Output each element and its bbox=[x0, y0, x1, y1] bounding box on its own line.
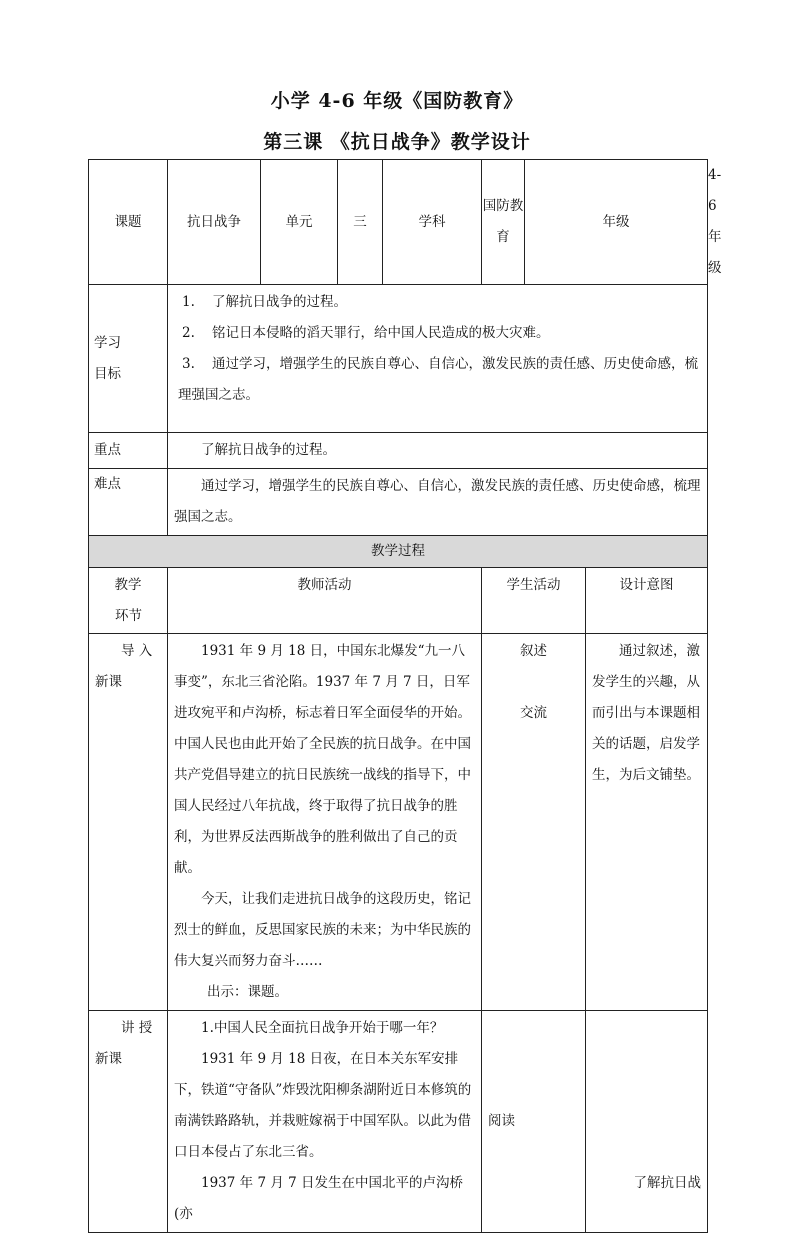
col-step-line2: 环节 bbox=[115, 608, 142, 624]
teacher-paragraph: 出示：课题。 bbox=[207, 984, 288, 1000]
step-line2: 新课 bbox=[95, 674, 122, 690]
topic-label: 课题 bbox=[89, 160, 168, 285]
student-activity-cell: 阅读 bbox=[482, 1011, 586, 1233]
process-row-intro bbox=[89, 634, 708, 1011]
subject-value: 国防教育 bbox=[482, 160, 525, 285]
document-title: 小学 4-6 年级《国防教育》 bbox=[270, 90, 524, 112]
header-row: 课题 抗日战争 单元 三 学科 国防教育 年级 4-6 年级 bbox=[89, 160, 708, 285]
step-line1: 讲 授 bbox=[121, 1020, 153, 1036]
process-row-teach bbox=[89, 1011, 708, 1233]
col-intent-header: 设计意图 bbox=[586, 568, 708, 634]
difficulty-text: 通过学习，增强学生的民族自尊心、自信心，激发民族的责任感、历史使命感，梳理强国之志。 bbox=[168, 469, 708, 536]
intent-cell: 通过叙述，激发学生的兴趣，从而引出与本课题相关的话题，启发学生，为后文铺垫。 bbox=[586, 634, 708, 1011]
student-line2: 交流 bbox=[520, 705, 547, 721]
process-header-row bbox=[89, 568, 708, 634]
teacher-activity-cell bbox=[168, 634, 482, 1011]
col-student-header: 学生活动 bbox=[482, 568, 586, 634]
difficulty-label: 难点 bbox=[89, 469, 168, 536]
teacher-paragraph: 1931 年 9 月 18 日夜，在日本关东军安排下，铁道“守备队”炸毁沈阳柳条湖附近日本修筑的南满铁路路轨，并栽赃嫁祸于中国军队。以此为借口日本侵占了东北三省。 bbox=[174, 1051, 472, 1160]
subject-label: 学科 bbox=[383, 160, 482, 285]
teacher-paragraph: 1937 年 7 月 7 日发生在中国北平的卢沟桥(亦 bbox=[174, 1175, 463, 1222]
teacher-paragraph: 1931 年 9 月 18 日，中国东北爆发“九一八事变”，东北三省沦陷。1937 年 7 月 7 日，日军进攻宛平和卢沟桥，标志着日军全面侵华的开始。中国人民也由此开始了全民族的抗日战争。在中国共产党倡导建立的抗日民族统一战线的指导下，中国人民经过八年抗战，终于取得了抗日战争的胜利，为世界反法西斯战争的胜利做出了自己的贡献。 bbox=[174, 643, 471, 876]
step-cell bbox=[89, 634, 168, 1011]
goals-label-line1: 学习 bbox=[94, 334, 121, 351]
student-line1: 叙述 bbox=[520, 643, 547, 659]
document-subtitle: 第三课 《抗日战争》教学设计 bbox=[263, 131, 531, 153]
goal-item: 3. 通过学习，增强学生的民族自尊心、自信心，激发民族的责任感、历史使命感，梳理强国之志。 bbox=[178, 356, 698, 403]
key-point-label: 重点 bbox=[89, 433, 168, 469]
goals-label-line2: 目标 bbox=[94, 365, 121, 382]
process-section-title: 教学过程 bbox=[89, 536, 708, 568]
lesson-plan-table bbox=[88, 159, 722, 1233]
unit-value: 三 bbox=[338, 160, 383, 285]
unit-label: 单元 bbox=[261, 160, 338, 285]
goal-item: 2. 铭记日本侵略的滔天罪行，给中国人民造成的极大灾难。 bbox=[182, 325, 550, 341]
intent-cell: 了解抗日战 bbox=[586, 1011, 708, 1233]
teacher-paragraph: 今天，让我们走进抗日战争的这段历史，铭记烈士的鲜血，反思国家民族的未来；为中华民族的伟大复兴而努力奋斗…… bbox=[174, 891, 471, 969]
col-step-header bbox=[89, 568, 168, 634]
difficulty-row bbox=[89, 469, 708, 536]
goals-label bbox=[89, 285, 168, 433]
key-point-row bbox=[89, 433, 708, 469]
goals-row bbox=[89, 285, 708, 433]
step-line2: 新课 bbox=[95, 1051, 122, 1067]
step-cell bbox=[89, 1011, 168, 1233]
process-section-row bbox=[89, 536, 708, 568]
teacher-paragraph: 1.中国人民全面抗日战争开始于哪一年？ bbox=[201, 1020, 444, 1036]
key-point-text: 了解抗日战争的过程。 bbox=[168, 433, 708, 469]
goal-item: 1. 了解抗日战争的过程。 bbox=[182, 294, 347, 310]
student-activity-cell bbox=[482, 634, 586, 1011]
goals-list bbox=[168, 285, 708, 433]
col-step-line1: 教学 bbox=[114, 577, 142, 593]
step-line1: 导 入 bbox=[121, 643, 153, 659]
topic-value: 抗日战争 bbox=[168, 160, 261, 285]
grade-label: 年级 bbox=[525, 160, 708, 285]
teacher-activity-cell bbox=[168, 1011, 482, 1233]
col-teacher-header: 教师活动 bbox=[168, 568, 482, 634]
